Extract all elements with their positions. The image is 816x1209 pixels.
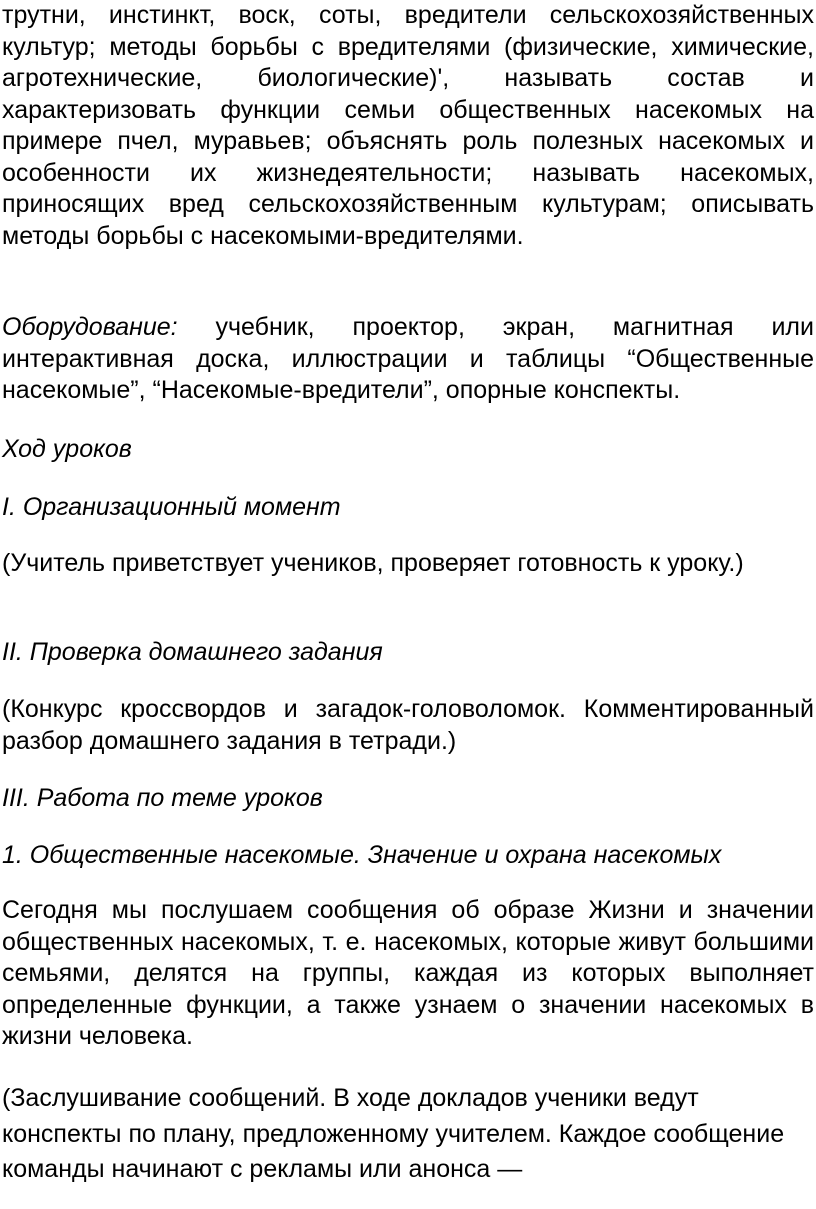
section-3-heading: III. Работа по теме уроков	[2, 784, 323, 812]
equipment-paragraph	[2, 312, 814, 407]
equipment-label: Оборудование:	[2, 313, 178, 341]
lesson-flow-heading: Ход уроков	[2, 435, 132, 463]
section-1-heading: I. Организационный момент	[2, 493, 341, 521]
section-1-paragraph: (Учитель приветствует учеников, проверяет готовность к уроку.)	[2, 549, 744, 577]
section-2-heading: II. Проверка домашнего задания	[2, 638, 383, 666]
equipment-text: учебник, проектор, экран, магнитная или интерактивная доска, иллюстрации и таблицы “Общественные насекомые”, “Насекомые-вредители”, опорные конспекты.	[2, 313, 814, 404]
section-2-paragraph: (Конкурс кроссвордов и загадок-головоломок. Комментированный разбор домашнего задания в тетради.)	[2, 695, 814, 755]
subsection-1-heading: 1. Общественные насекомые. Значение и охрана насекомых	[2, 841, 722, 869]
subsection-1-paragraph: Сегодня мы послушаем сообщения об образе Жизни и значении общественных насекомых, т. е. насекомых, которые живут большими семьями, делятся на группы, каждая из которых выполняет определенные функции, а также узнаем о значении насекомых в жизни человека.	[2, 896, 814, 1050]
reports-paragraph: (Заслушивание сообщений. В ходе докладов ученики ведут конспекты по плану, предложенному учителем. Каждое сообщение команды начинают с рекламы или анонса —	[2, 1084, 785, 1183]
intro-paragraph: трутни, инстинкт, воск, соты, вредители сельскохозяйственных культур; методы борьбы с вредителями (физические, химические, агротехнические, биологические)', называть состав и характеризовать функции семьи общественных насекомых на примере пчел, муравьев; объяснять роль полезных насекомых и особенности их жизнедеятельности; называть насекомых, приносящих вред сельскохозяйственным культурам; описывать методы борьбы с насекомыми-вредителями.	[2, 1, 814, 250]
